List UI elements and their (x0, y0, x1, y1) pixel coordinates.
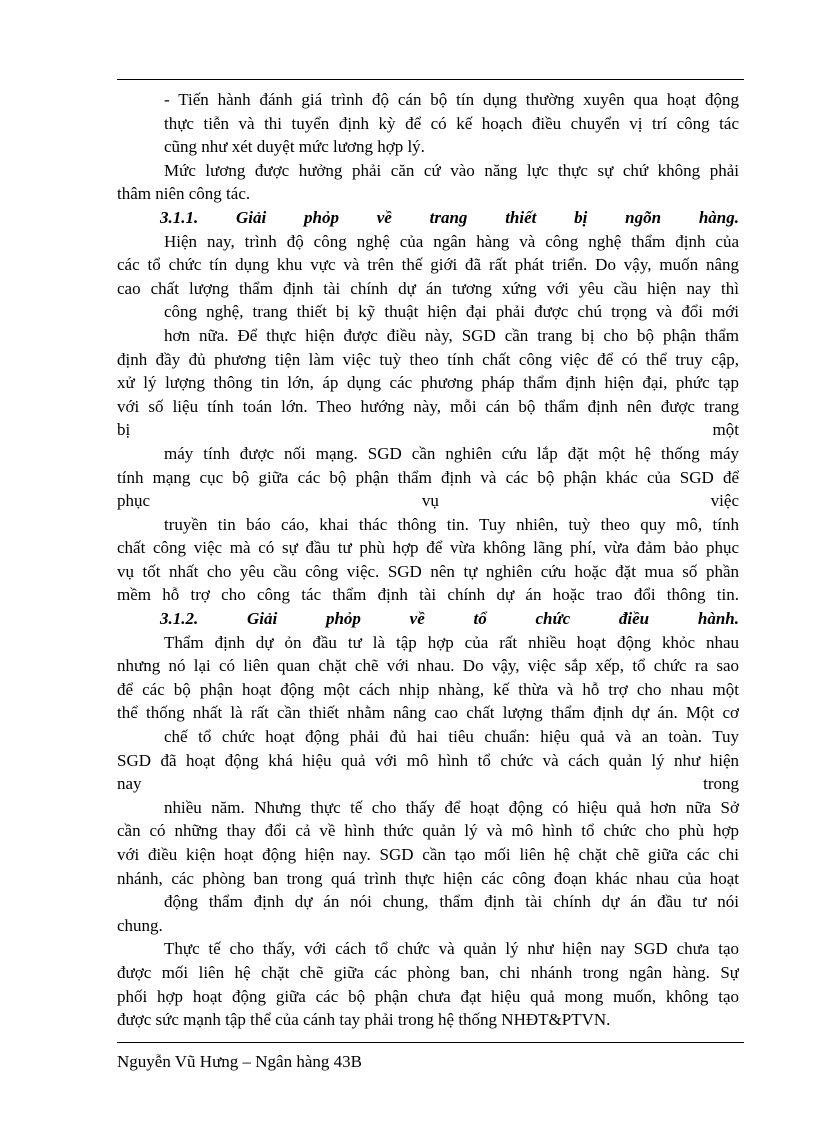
text-line: được mối liên hệ chặt chẽ giữa các phòng ban, chi nhánh trong ngân hàng. Sự (117, 962, 739, 982)
text-line: thể thống nhất là rất cần thiết nhằm nâng cao chất lượng thẩm định dự án. Một cơ (117, 703, 739, 723)
text-line: Hiện nay, trình độ công nghệ của ngân hàng và công nghệ thẩm định của (164, 231, 739, 251)
text-line: cao chất lượng thẩm định tài chính dự án tương xứng với yêu cầu hiện nay thì (117, 278, 739, 298)
text-line: truyền tin báo cáo, khai thác thông tin. Tuy nhiên, tuỳ theo quy mô, tính (164, 514, 739, 534)
text-line: vụ tốt nhất cho yêu cầu công việc. SGD nên tự nghiên cứu hoặc đặt mua số phần (117, 561, 739, 581)
text-line: nhiều năm. Nhưng thực tế cho thấy để hoạt động có hiệu quả hơn nữa Sở (164, 797, 739, 817)
text-line: thực tiễn và thi tuyển định kỳ để có kế hoạch điều chuyển vị trí công tác (164, 113, 739, 133)
text-line: SGD đã hoạt động khá hiệu quả với mô hình tổ chức và cách quản lý như hiện (117, 750, 739, 770)
text-line: để các bộ phận hoạt động một cách nhịp nhàng, kế thừa và hỗ trợ cho nhau một (117, 679, 739, 699)
text-line: nhưng nó lại có liên quan chặt chẽ với nhau. Do vậy, việc sắp xếp, tổ chức ra sao (117, 656, 739, 676)
text-line: hơn nữa. Để thực hiện được điều này, SGD cần trang bị cho bộ phận thẩm (164, 325, 739, 345)
text-line: - Tiến hành đánh giá trình độ cán bộ tín dụng thường xuyên qua hoạt động (164, 90, 739, 109)
text-line: với số liệu tính toán lớn. Theo hướng này, mỗi cán bộ thẩm định nên được trang (117, 396, 739, 416)
text-line: nay trong (117, 774, 739, 794)
text-line: nhánh, các phòng ban trong quá trình thực hiện các công đoạn khác nhau của hoạt (117, 868, 739, 888)
page-footer: Nguyễn Vũ Hưng – Ngân hàng 43B (117, 1052, 362, 1071)
text-line: động thẩm định dự án nói chung, thẩm định tài chính dự án đầu tư nói (164, 892, 739, 912)
text-line: máy tính được nối mạng. SGD cần nghiên cứu lắp đặt một hệ thống máy (164, 443, 739, 463)
text-line: bị một (117, 420, 739, 440)
section-heading: 3.1.1. Giải phỏp về trang thiết bị ngõn hàng. (160, 207, 739, 227)
text-line: tính mạng cục bộ giữa các bộ phận thẩm định và các bộ phận khác của SGD để (117, 467, 739, 487)
text-line: phục vụ việc (117, 491, 739, 511)
text-line: Mức lương được hưởng phải căn cứ vào năng lực thực sự chứ không phải (164, 160, 739, 180)
text-line: cũng như xét duyệt mức lương hợp lý. (164, 137, 425, 157)
text-line: phối hợp hoạt động giữa các bộ phận chưa đạt hiệu quả mong muốn, không tạo (117, 986, 739, 1006)
text-line: chung. (117, 915, 163, 935)
text-line: chế tổ chức hoạt động phải đủ hai tiêu chuẩn: hiệu quả và an toàn. Tuy (164, 727, 739, 747)
text-line: chất công việc mà có sự đầu tư phù hợp để vừa không lãng phí, vừa đảm bảo phục (117, 538, 739, 558)
text-line: định đầy đủ phương tiện làm việc tuỳ theo tính chất công việc để có thể truy cập, (117, 349, 739, 369)
page-body (117, 88, 739, 1032)
text-line: với điều kiện hoạt động hiện nay. SGD cần tạo mối liên hệ chặt chẽ giữa các chi (117, 845, 739, 864)
text-line: mềm hỗ trợ cho công tác thẩm định tài chính dự án hoặc trao đổi thông tin. (117, 585, 739, 605)
text-line: Thực tế cho thấy, với cách tổ chức và quản lý như hiện nay SGD chưa tạo (164, 939, 739, 959)
text-line: thâm niên công tác. (117, 184, 251, 204)
section-heading: 3.1.2. Giải phỏp về tổ chức điều hành. (160, 609, 739, 629)
text-line: công nghệ, trang thiết bị kỹ thuật hiện đại phải được chú trọng và đổi mới (164, 302, 739, 322)
text-line: cần có những thay đổi cả về hình thức quản lý và mô hình tổ chức cho phù hợp (117, 821, 739, 841)
text-line: Thẩm định dự ỏn đầu tư là tập hợp của rất nhiều hoạt động khỏc nhau (164, 632, 739, 652)
text-line: được sức mạnh tập thể của cánh tay phải trong hệ thống NHĐT&PTVN. (117, 1010, 611, 1030)
text-line: các tổ chức tín dụng khu vực và trên thế giới đã rất phát triển. Do vậy, muốn nâng (117, 255, 739, 275)
text-line: xử lý lượng thông tin lớn, áp dụng các phương pháp thẩm định hiện đại, phức tạp (117, 373, 739, 393)
footer-rule (117, 1042, 744, 1043)
header-rule (117, 79, 744, 80)
